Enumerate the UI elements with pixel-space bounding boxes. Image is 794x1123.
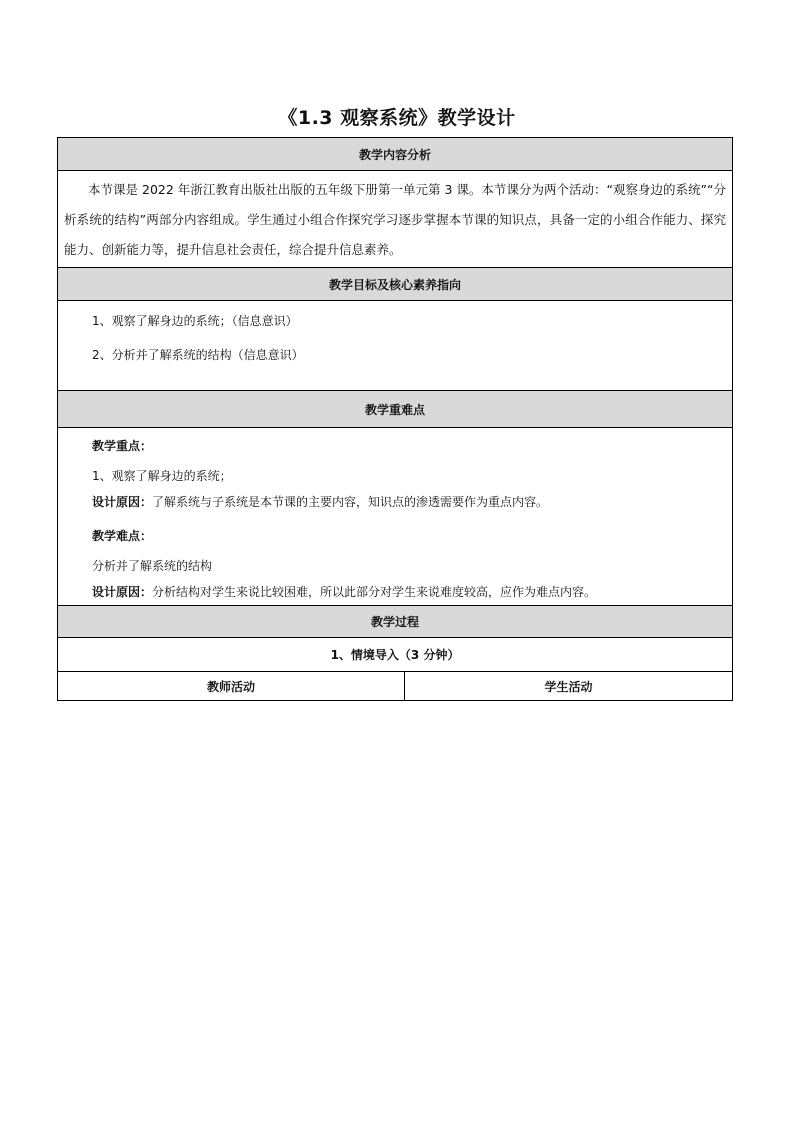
student-activity-header: 学生活动: [405, 672, 733, 701]
difficulty-reason-text: 分析结构对学生来说比较困难，所以此部分对学生来说难度较高，应作为难点内容。: [152, 585, 597, 599]
teacher-activity-header: 教师活动: [58, 672, 405, 701]
difficulty-item: 分析并了解系统的结构: [92, 559, 213, 573]
content-analysis-header-row: [58, 138, 733, 171]
content-analysis-body-row: [58, 171, 733, 268]
process-heading: 教学过程: [58, 606, 733, 638]
objective-item: 1、观察了解身边的系统；（信息意识）: [92, 314, 298, 328]
difficulty-reason-label: 设计原因：: [92, 585, 153, 599]
difficulty-label: 教学难点：: [92, 529, 153, 543]
process-step-heading: 1、情境导入（3 分钟）: [58, 638, 733, 672]
process-header-row: [58, 606, 733, 638]
key-points-cell: [58, 428, 733, 606]
activity-columns-row: [58, 672, 733, 701]
document-title: 《1.3 观察系统》教学设计: [278, 107, 516, 129]
focus-reason-text: 了解系统与子系统是本节课的主要内容，知识点的渗透需要作为重点内容。: [152, 495, 549, 509]
objective-item: 2、分析并了解系统的结构（信息意识）: [92, 348, 304, 362]
key-points-header-row: [58, 391, 733, 428]
focus-label: 教学重点：: [92, 439, 153, 453]
objectives-header-row: [58, 268, 733, 301]
objectives-cell: [58, 301, 733, 391]
key-points-body-row: [58, 428, 733, 606]
focus-item: 1、观察了解身边的系统；: [92, 469, 232, 483]
process-step-row: [58, 638, 733, 672]
content-analysis-cell: [58, 171, 733, 268]
focus-reason-label: 设计原因：: [92, 495, 153, 509]
key-points-heading: 教学重难点: [58, 391, 733, 428]
content-analysis-heading: 教学内容分析: [58, 138, 733, 171]
lesson-plan-table: [57, 137, 733, 701]
objectives-heading: 教学目标及核心素养指向: [58, 268, 733, 301]
focus-reason: [58, 494, 732, 510]
objectives-body-row: [58, 301, 733, 391]
content-analysis-text: 本节课是 2022 年浙江教育出版社出版的五年级下册第一单元第 3 课。本节课分为两个活动：“观察身边的系统”“分析系统的结构”两部分内容组成。学生通过小组合作探究学习逐步掌握本节课的知识点，具备一定的小组合作能力、探究能力、创新能力等，提升信息社会责任，综合提升信息素养。: [64, 182, 727, 257]
difficulty-reason: [58, 584, 732, 600]
